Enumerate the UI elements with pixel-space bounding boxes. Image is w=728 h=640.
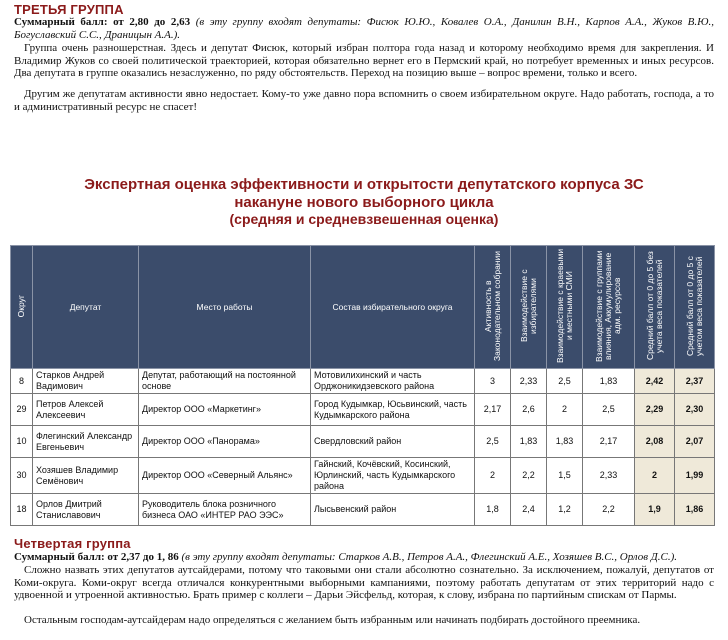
cell-voters: 2,4 [511, 494, 547, 526]
table-row [11, 394, 715, 426]
cell-work: Директор ООО «Маркетинг» [139, 394, 311, 426]
cell-district: Свердловский район [311, 426, 475, 458]
cell-avg: 1,9 [635, 494, 675, 526]
header-groups: Взаимодействие с группами влияния, Аккумулирование адм. ресурсов [583, 246, 635, 369]
header-avg: Средний балл от 0 до 5 без учета веса показателей [635, 246, 675, 369]
header-activity: Активность в Законодательном собрании [475, 246, 511, 369]
cell-district: Гайнский, Кочёвский, Косинский, Юрлинский, часть Кудымкарского района [311, 458, 475, 494]
cell-district: Мотовилихинский и часть Орджоникидзевского района [311, 369, 475, 394]
cell-okrug: 8 [11, 369, 33, 394]
header-voters: Взаимодействие с избирателями [511, 246, 547, 369]
cell-activity: 1,8 [475, 494, 511, 526]
cell-voters: 2,2 [511, 458, 547, 494]
cell-avg: 2,08 [635, 426, 675, 458]
cell-district: Город Кудымкар, Юсьвинский, часть Кудымкарского района [311, 394, 475, 426]
cell-okrug: 18 [11, 494, 33, 526]
cell-activity: 3 [475, 369, 511, 394]
cell-wavg: 1,99 [675, 458, 715, 494]
cell-avg: 2 [635, 458, 675, 494]
group4-title: Четвертая группа [14, 536, 131, 551]
cell-deputy: Старков Андрей Вадимович [33, 369, 139, 394]
cell-wavg: 2,37 [675, 369, 715, 394]
cell-work: Депутат, работающий на постоянной основе [139, 369, 311, 394]
group4-summary [14, 551, 714, 564]
cell-groups: 1,83 [583, 369, 635, 394]
group3-title: ТРЕТЬЯ ГРУППА [14, 2, 124, 17]
cell-activity: 2 [475, 458, 511, 494]
table-row [11, 369, 715, 394]
group3-summary [14, 16, 714, 41]
header-work: Место работы [139, 246, 311, 369]
group4-paragraph-1: Сложно назвать этих депутатов аутсайдерами, потому что таковыми они стали абсолютно сознательно. За исключением, пожалуй, депутатов от Коми-округа. Коми-округ всегда отличался конкурентными выборными кампаниями, поэтому работать депутатам от этих территорий надо с удвоенной и утроенной активностью. Брать пример с коллеги – Дарьи Эйсфельд, которая, к слову, избрана по партийным спискам от Пармы. [14, 564, 714, 601]
cell-media: 1,5 [547, 458, 583, 494]
cell-activity: 2,17 [475, 394, 511, 426]
group4-paragraph-2: Остальным господам-аутсайдерам надо определяться с желанием быть избранным или начинать подбирать достойного преемника. [24, 614, 641, 626]
cell-media: 2 [547, 394, 583, 426]
group3-summary-label: Суммарный балл: от 2,80 до 2,63 [14, 16, 191, 28]
cell-wavg: 2,07 [675, 426, 715, 458]
group3-paragraph-1: Группа очень разношерстная. Здесь и депутат Фисюк, который избран полтора года назад и которому необходимо время для закрепления. И Владимир Жуков со своей политической траекторией, которая обязательно вернет его в Пермский край, но потребует временных и иных ресурсов. Два депутата в группе оказались незаслуженно, по ряду обстоятельств. Переход на позицию выше – вопрос времени, только и всего. [14, 42, 714, 79]
cell-deputy: Петров Алексей Алексеевич [33, 394, 139, 426]
cell-media: 1,83 [547, 426, 583, 458]
cell-district: Лысьвенский район [311, 494, 475, 526]
cell-media: 2,5 [547, 369, 583, 394]
header-okrug: Округ [11, 246, 33, 369]
cell-groups: 2,33 [583, 458, 635, 494]
cell-activity: 2,5 [475, 426, 511, 458]
header-district: Состав избирательного округа [311, 246, 475, 369]
header-wavg: Средний балл от 0 до 5 с учетом веса показателей [675, 246, 715, 369]
group3-paragraph-2: Другим же депутатам активности явно недостает. Кому-то уже давно пора вспомнить о своем избирательном округе. Надо работать, господа, а то и административный ресурс не спасет! [14, 88, 714, 113]
cell-media: 1,2 [547, 494, 583, 526]
cell-okrug: 30 [11, 458, 33, 494]
cell-wavg: 2,30 [675, 394, 715, 426]
cell-groups: 2,17 [583, 426, 635, 458]
group4-summary-members: (в эту группу входят депутаты: Старков А.В., Петров А.А., Флегинский А.Е., Хозяшев В.С., Орлов Д.С.). [178, 551, 678, 563]
group4-summary-label: Суммарный балл: от 2,37 до 1, 86 [14, 551, 179, 563]
group3-summary-members: (в эту группу входят депутаты: Фисюк Ю.Ю., Ковалев О.А., Данилин В.Н., Карпов А.А., Жуков В.Ю., Богуславский С.С., Драницын А.А.). [14, 16, 714, 41]
cell-voters: 1,83 [511, 426, 547, 458]
table-row [11, 426, 715, 458]
table-row [11, 494, 715, 526]
header-media: Взаимодействие с краевыми и местными СМИ [547, 246, 583, 369]
heading-line-3: (средняя и средневзвешенная оценка) [229, 211, 499, 227]
cell-deputy: Орлов Дмитрий Станиславович [33, 494, 139, 526]
cell-deputy: Хозяшев Владимир Семёнович [33, 458, 139, 494]
cell-groups: 2,2 [583, 494, 635, 526]
header-deputy: Депутат [33, 246, 139, 369]
heading-line-1: Экспертная оценка эффективности и открытости депутатского корпуса ЗС [84, 176, 644, 193]
table-row [11, 458, 715, 494]
cell-avg: 2,42 [635, 369, 675, 394]
heading-line-2: накануне нового выборного цикла [234, 194, 494, 211]
cell-work: Руководитель блока розничного бизнеса ОАО «ИНТЕР РАО ЭЭС» [139, 494, 311, 526]
cell-work: Директор ООО «Панорама» [139, 426, 311, 458]
cell-okrug: 10 [11, 426, 33, 458]
cell-voters: 2,6 [511, 394, 547, 426]
cell-work: Директор ООО «Северный Альянс» [139, 458, 311, 494]
cell-voters: 2,33 [511, 369, 547, 394]
cell-okrug: 29 [11, 394, 33, 426]
cell-groups: 2,5 [583, 394, 635, 426]
ratings-table [10, 245, 715, 526]
cell-wavg: 1,86 [675, 494, 715, 526]
table-header-row [11, 246, 715, 369]
cell-avg: 2,29 [635, 394, 675, 426]
cell-deputy: Флегинский Александр Евгеньевич [33, 426, 139, 458]
